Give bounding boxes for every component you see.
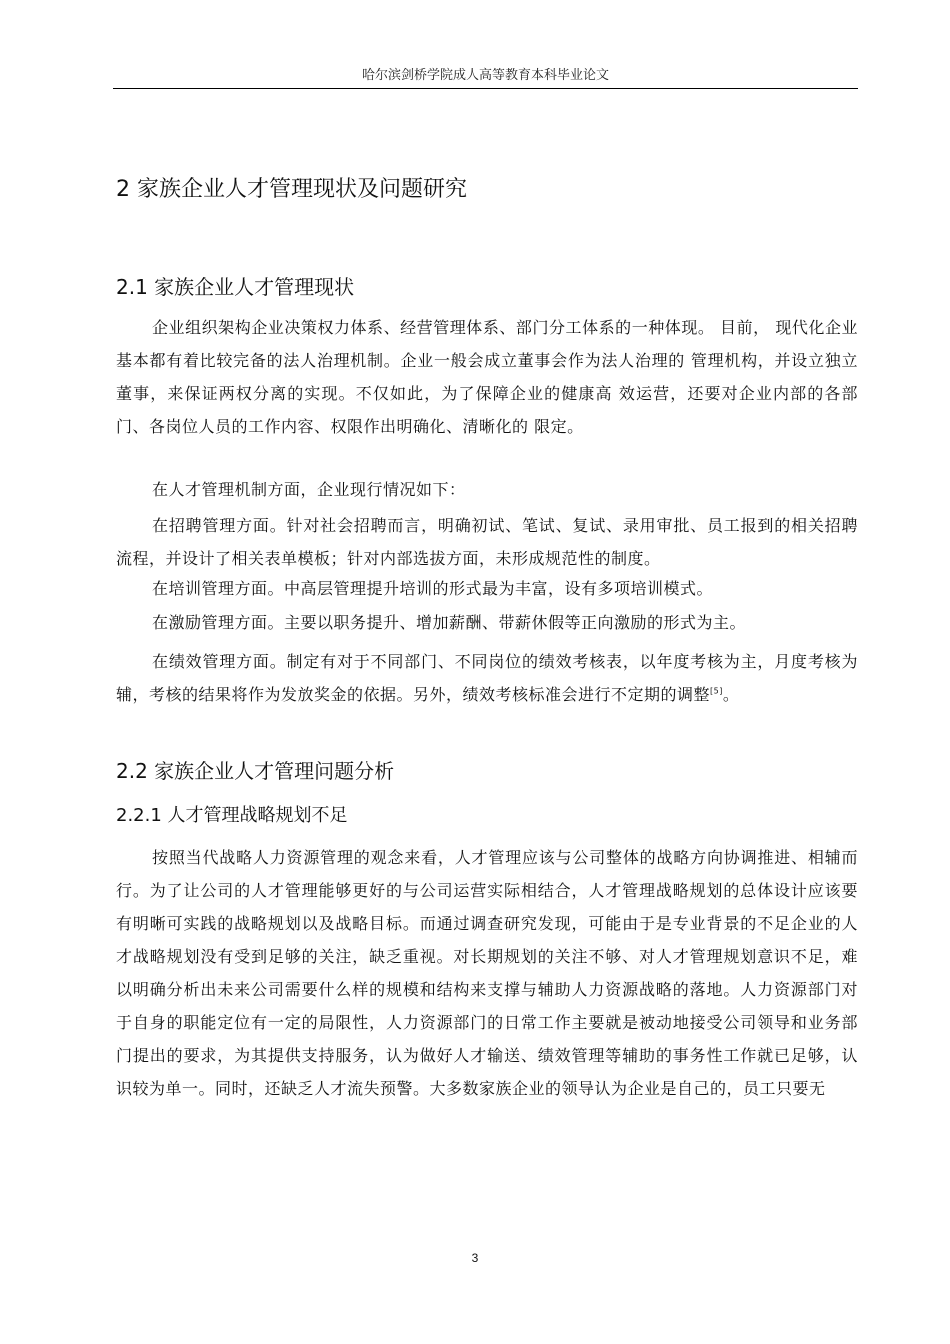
section-2-1-paragraph-2: 在人才管理机制方面，企业现行情况如下： — [152, 480, 466, 499]
section-2-1-paragraph-4: 在培训管理方面。中高层管理提升培训的形式最为丰富，设有多项培训模式。 — [152, 579, 714, 598]
paragraph-6-text: 在绩效管理方面。制定有对于不同部门、不同岗位的绩效考核表，以年度考核为主，月度考核为辅，考核的结果将作为发放奖金的依据。另外，绩效考核标准会进行不定期的调整 — [116, 652, 858, 704]
page-number: 3 — [471, 1251, 479, 1265]
section-2-2-title: 2.2 家族企业人才管理问题分析 — [116, 759, 395, 783]
paragraph-6-end: 。 — [722, 685, 740, 704]
running-header: 哈尔滨剑桥学院成人高等教育本科毕业论文 — [361, 68, 609, 83]
section-2-1-paragraph-5: 在激励管理方面。主要以职务提升、增加薪酬、带薪休假等正向激励的形式为主。 — [152, 613, 747, 632]
subsection-2-2-1-paragraph-1: 按照当代战略人力资源管理的观念来看，人才管理应该与公司整体的战略方向协调推进、相辅而行。为了让公司的人才管理能够更好的与公司运营实际相结合，人才管理战略规划的总体设计应该要有明晰可实践的战略规划以及战略目标。而通过调查研究发现，可能由于是专业背景的不足企业的人才战略规划没有受到足够的关注，缺乏重视。对长期规划的关注不够、对人才管理规划意识不足，难以明确分析出未来公司需要什么样的规模和结构来支撑与辅助人力资源战略的落地。人力资源部门对于自身的职能定位有一定的局限性，人力资源部门的日常工作主要就是被动地接受公司领导和业务部门提出的要求，为其提供支持服务，认为做好人才输送、绩效管理等辅助的事务性工作就已足够，认识较为单一。同时，还缺乏人才流失预警。大多数家族企业的领导认为企业是自己的，员工只要无 — [116, 848, 858, 1098]
citation-ref: [5] — [710, 686, 723, 696]
section-2-1-paragraph-1: 企业组织架构企业决策权力体系、经营管理体系、部门分工体系的一种体现。 目前， 现代化企业基本都有着比较完备的法人治理机制。企业一般会成立董事会作为法人治理的 管理机构，并设立独立董事，来保证两权分离的实现。不仅如此，为了保障企业的健康高 效运营，还要对企业内部的各部门、各岗位人员的工作内容、权限作出明确化、清晰化的 限定。 — [116, 318, 858, 436]
header-rule — [113, 88, 858, 89]
section-2-1-paragraph-3: 在招聘管理方面。针对社会招聘而言，明确初试、笔试、复试、录用审批、员工报到的相关招聘流程，并设计了相关表单模板；针对内部选拔方面，未形成规范性的制度。 — [116, 516, 858, 568]
chapter-title: 2 家族企业人才管理现状及问题研究 — [116, 177, 467, 202]
section-2-1-title: 2.1 家族企业人才管理现状 — [116, 275, 355, 299]
subsection-2-2-1-title: 2.2.1 人才管理战略规划不足 — [116, 805, 348, 826]
section-2-1-paragraph-6 — [116, 645, 858, 711]
